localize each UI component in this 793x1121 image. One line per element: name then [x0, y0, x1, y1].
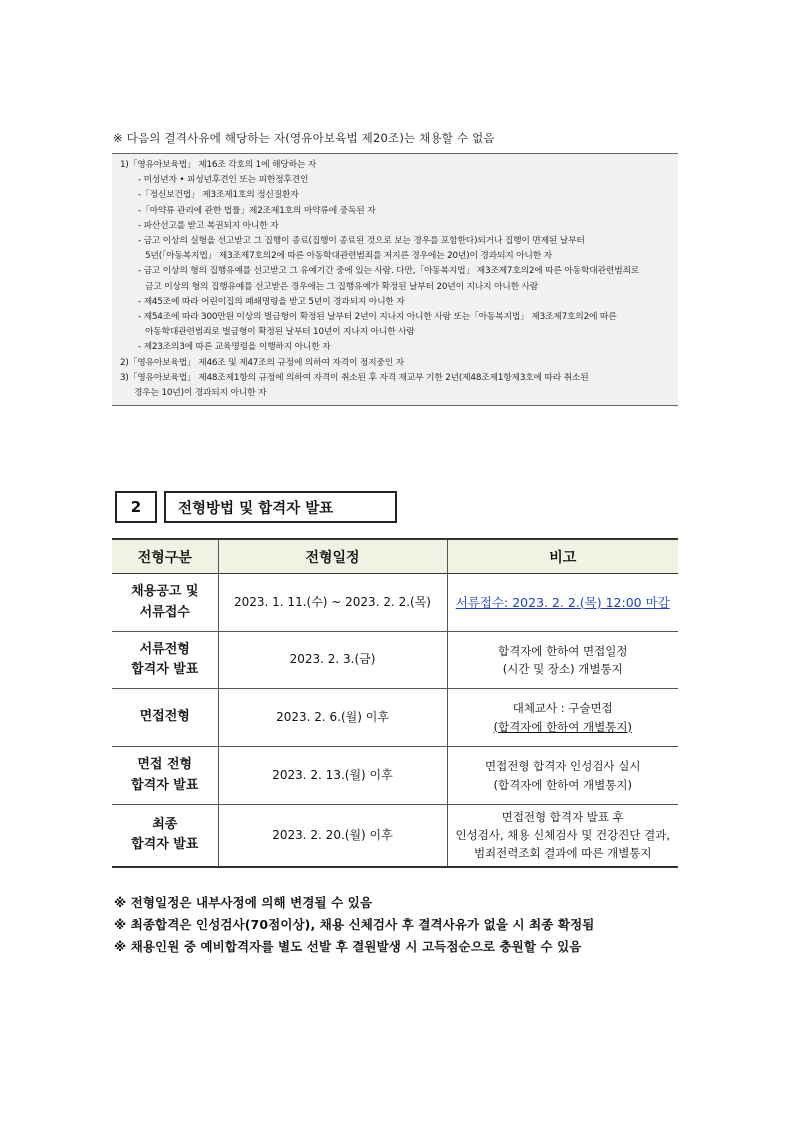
disqualification-item: 2)「영유아보육법」 제46조 및 제47조의 규정에 의하여 자격이 정지중인 자 [120, 357, 404, 368]
disqualification-item: - 제45조에 따라 어린이집의 폐쇄명령을 받고 5년이 경과되지 아니한 자 [138, 296, 405, 307]
remark-cell: 대체교사 : 구술면접 (합격자에 한하여 개별통지) [447, 689, 678, 747]
disqualification-item: 3)「영유아보육법」 제48조제1항의 규정에 의하여 자격이 취소된 후 자격 재교부 기한 2년(제48조제1항제3호에 따라 취소된 [120, 372, 589, 383]
disqualification-item: - 금고 이상의 형의 집행유예를 선고받고 그 유예기간 중에 있는 사람. 다만,「아동복지법」 제3조제7호의2에 따른 아동학대관련범죄로 [138, 266, 640, 277]
schedule-cell: 2023. 2. 13.(월) 이후 [218, 747, 447, 805]
disqualification-item: 경우는 10년)이 경과되지 아니한 자 [134, 388, 267, 398]
header-category: 전형구분 [112, 539, 218, 574]
footnote-schedule-change: ※ 전형일정은 내부사정에 의해 변경될 수 있음 [114, 895, 373, 910]
category-cell: 채용공고 및 서류접수 [112, 574, 218, 632]
disqualification-item: - 파산선고를 받고 복권되지 아니한 자 [138, 220, 279, 231]
category-cell: 면접전형 [112, 689, 218, 747]
footnote-reserve-candidates: ※ 채용인원 중 예비합격자를 별도 선발 후 결원발생 시 고득점순으로 충원할 수 있음 [114, 939, 582, 954]
remark-cell: 면접전형 합격자 발표 후 인성검사, 채용 신체검사 및 건강진단 결과, 범죄전력조회 결과에 따른 개별통지 [447, 805, 678, 867]
category-cell: 서류전형 합격자 발표 [112, 632, 218, 689]
header-schedule: 전형일정 [218, 539, 447, 574]
remark-cell [447, 574, 678, 632]
category-cell: 면접 전형 합격자 발표 [112, 747, 218, 805]
schedule-cell: 2023. 2. 3.(금) [218, 632, 447, 689]
disqualification-item: -「마약류 관리에 관한 법률」제2조제1호의 마약류에 중독된 자 [138, 205, 376, 216]
application-deadline-link[interactable]: 서류접수: 2023. 2. 2.(목) 12:00 마감 [455, 594, 670, 610]
schedule-table [112, 538, 678, 868]
remark-cell: 합격자에 한하여 면접일정 (시간 및 장소) 개별통지 [447, 632, 678, 689]
header-remarks: 비고 [447, 539, 678, 574]
disqualification-item: 5년(「아동복지법」 제3조제7호의2에 따른 아동학대관련범죄를 저지른 경우에는 20년)이 경과되지 아니한 자 [145, 251, 552, 262]
disqualification-item: - 제54조에 따라 300만원 이상의 벌금형이 확정된 날부터 2년이 지나지 아니한 사람 또는「아동복지법」 제3조제7호의2에 따른 [138, 312, 617, 322]
disqualification-item: 아동학대관련범죄로 벌금형이 확정된 날부터 10년이 지나지 아니한 사람 [145, 327, 415, 338]
disqualification-item: -「정신보건법」 제3조제1호의 정신질환자 [138, 190, 299, 201]
disqualification-item: - 제23조의3에 따른 교육명령을 이행하지 아니한 자 [138, 342, 331, 353]
disqualification-item: 1)「영유아보육법」 제16조 각호의 1에 해당하는 자 [120, 160, 317, 170]
section-title: 전형방법 및 합격자 발표 [164, 491, 397, 523]
disqualification-item: - 금고 이상의 실형을 선고받고 그 집행이 종료(집행이 종료된 것으로 보는 경우를 포함한다)되거나 집행이 면제된 날부터 [138, 236, 585, 246]
table-row [112, 574, 678, 632]
disqualification-list [112, 153, 678, 406]
category-cell: 최종 합격자 발표 [112, 805, 218, 867]
section-number: 2 [115, 491, 157, 523]
disqualification-note: ※ 다음의 결격사유에 해당하는 자(영유아보육법 제20조)는 채용할 수 없음 [113, 131, 495, 145]
table-row [112, 632, 678, 689]
table-row [112, 689, 678, 747]
schedule-cell: 2023. 2. 20.(월) 이후 [218, 805, 447, 867]
remark-cell: 면접전형 합격자 인성검사 실시 (합격자에 한하여 개별통지) [447, 747, 678, 805]
disqualification-item: 금고 이상의 형의 집행유예를 선고받은 경우에는 그 집행유예가 확정된 날부터 20년이 지나지 아니한 사람 [145, 281, 539, 292]
footnote-final-pass: ※ 최종합격은 인성검사(70점이상), 채용 신체검사 후 결격사유가 없을 시 최종 확정됨 [114, 917, 595, 932]
schedule-cell: 2023. 2. 6.(월) 이후 [218, 689, 447, 747]
table-row [112, 747, 678, 805]
table-row [112, 805, 678, 867]
disqualification-item: - 미성년자 • 피성년후견인 또는 피한정후견인 [138, 175, 309, 186]
schedule-cell: 2023. 1. 11.(수) ~ 2023. 2. 2.(목) [218, 574, 447, 632]
